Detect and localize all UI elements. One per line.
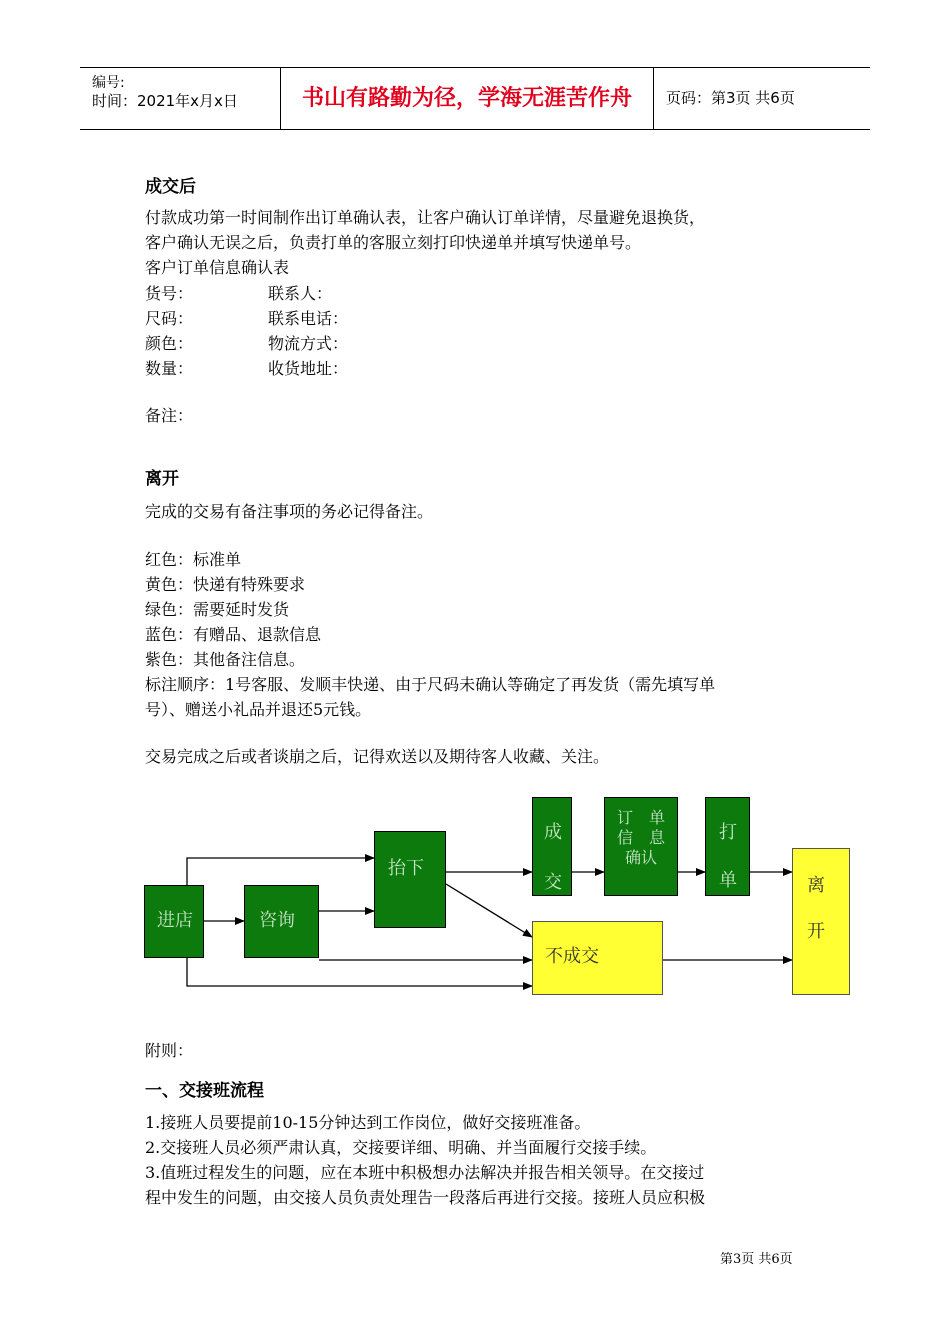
paragraph-line: 付款成功第一时间制作出订单确认表，让客户确认订单详情，尽量避免退换货，: [145, 208, 706, 227]
node-label: 订 单: [616, 808, 665, 827]
node-print: [705, 797, 750, 896]
heading-after-deal: 成交后: [145, 177, 196, 197]
field-label: 货号：: [145, 284, 194, 303]
node-label: 打: [719, 822, 737, 843]
color-rule: 黄色：快递有特殊要求: [145, 575, 306, 594]
paragraph-line: 程中发生的问题，由交接人员负责处理告一段落后再进行交接。接班人员应积极: [145, 1188, 706, 1207]
serial-label: 编号:: [92, 75, 125, 91]
paragraph-line: 号）、赠送小礼品并退还5元钱。: [145, 700, 372, 719]
node-deal: [532, 797, 572, 896]
paragraph-line: 3.值班过程发生的问题，应在本班中积极想办法解决并报告相关领导。在交接过: [145, 1163, 705, 1182]
appendix-label: 附则：: [145, 1041, 194, 1060]
heading-leave: 离开: [145, 469, 179, 489]
field-label: 数量：: [145, 359, 194, 378]
form-title: 客户订单信息确认表: [145, 258, 290, 277]
color-rule: 蓝色：有赠品、退款信息: [145, 625, 322, 644]
paragraph-line: 1.接班人员要提前10-15分钟达到工作岗位，做好交接班准备。: [145, 1113, 591, 1132]
paragraph-line: 完成的交易有备注事项的务必记得备注。: [145, 502, 434, 521]
node-label: 咨询: [259, 910, 295, 931]
node-label: 进店: [157, 910, 193, 931]
color-rule: 紫色：其他备注信息。: [145, 650, 306, 669]
header-meta-cell: [80, 68, 281, 129]
node-consult: [244, 885, 319, 958]
node-label: 开: [807, 921, 825, 942]
field-label: 颜色：: [145, 334, 194, 353]
header-motto: 书山有路勤为径，学海无涯苦作舟: [281, 68, 654, 129]
node-no-deal: [532, 921, 663, 995]
date-label: 时间：2021年x月x日: [92, 92, 238, 110]
paragraph-line: 2.交接班人员必须严肃认真，交接要详细、明确、并当面履行交接手续。: [145, 1138, 657, 1157]
arrow-lift-nodeal: [446, 884, 532, 937]
node-leave: [792, 848, 850, 995]
page-footer: 第3页 共6页: [720, 1252, 793, 1267]
node-label: 信 息: [616, 828, 665, 847]
field-label: 物流方式：: [268, 334, 349, 353]
color-rule: 绿色：需要延时发货: [145, 600, 290, 619]
heading-shift-handover: 一、交接班流程: [145, 1081, 264, 1101]
field-label: 收货地址：: [268, 359, 349, 378]
paragraph-line: 交易完成之后或者谈崩之后，记得欢送以及期待客人收藏、关注。: [145, 747, 610, 766]
page-header: [80, 67, 870, 130]
node-label: 不成交: [545, 946, 599, 967]
node-label: 确认: [624, 848, 657, 867]
header-page-label: 页码：第3页 共6页: [666, 89, 795, 107]
node-label: 抬下: [388, 858, 424, 879]
color-rule: 红色：标准单: [145, 550, 242, 569]
node-label: 单: [719, 870, 737, 891]
node-label: 离: [807, 875, 825, 896]
node-confirm-order: [604, 797, 678, 896]
node-label: 交: [544, 872, 562, 893]
paragraph-line: 标注顺序：1号客服、发顺丰快递、由于尺码未确认等确定了再发货（需先填写单: [145, 675, 716, 694]
field-label: 联系人：: [268, 284, 333, 303]
arrow-enter-lift: [187, 858, 374, 885]
field-label: 尺码：: [145, 309, 194, 328]
arrow-enter-nodeal: [187, 958, 532, 986]
paragraph-line: 客户确认无误之后，负责打单的客服立刻打印快递单并填写快递单号。: [145, 233, 642, 252]
remark-label: 备注：: [145, 406, 194, 425]
node-label: 成: [544, 822, 562, 843]
node-enter-store: [144, 885, 204, 958]
field-label: 联系电话：: [268, 309, 349, 328]
node-lift: [374, 831, 446, 928]
